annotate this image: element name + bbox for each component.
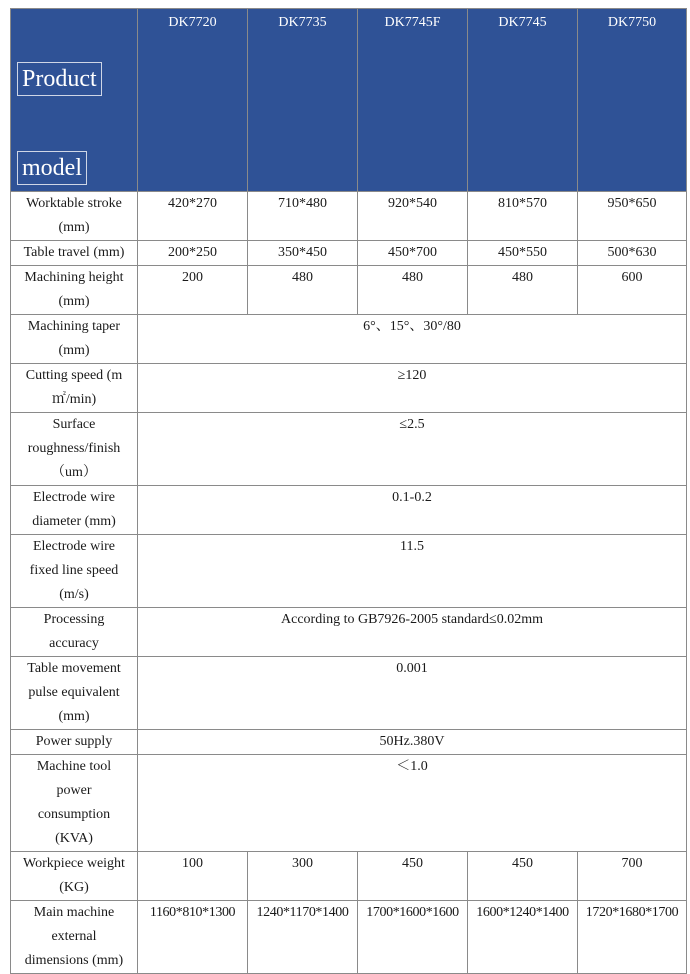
cell-value: 50Hz.380V [138, 730, 687, 755]
cell-value: 200 [138, 266, 248, 315]
cell-value: 450 [468, 852, 578, 901]
row-electrode-wire-diameter [11, 486, 687, 535]
product-model-header [11, 9, 138, 192]
cell-value: 450 [358, 852, 468, 901]
cell-value: According to GB7926-2005 standard≤0.02mm [138, 608, 687, 657]
row-surface-roughness [11, 413, 687, 486]
row-label: Electrode wire fixed line speed (m/s) [11, 535, 138, 608]
cell-value: 0.1-0.2 [138, 486, 687, 535]
cell-value: 950*650 [578, 192, 687, 241]
row-machining-taper [11, 315, 687, 364]
row-label: Table movement pulse equivalent (mm) [11, 657, 138, 730]
cell-value: ≤2.5 [138, 413, 687, 486]
model-header-dk7735: DK7735 [248, 9, 358, 192]
row-workpiece-weight [11, 852, 687, 901]
cell-value: 450*550 [468, 241, 578, 266]
model-label: model [17, 151, 87, 185]
cell-value: 600 [578, 266, 687, 315]
row-label: Power supply [11, 730, 138, 755]
row-processing-accuracy [11, 608, 687, 657]
cell-value: 11.5 [138, 535, 687, 608]
row-worktable-stroke [11, 192, 687, 241]
model-header-dk7745f: DK7745F [358, 9, 468, 192]
cell-value: ≥120 [138, 364, 687, 413]
row-label: Processing accuracy [11, 608, 138, 657]
spec-table [10, 8, 687, 974]
row-power-supply [11, 730, 687, 755]
cell-value: 1720*1680*1700 [578, 901, 687, 974]
row-machining-height [11, 266, 687, 315]
row-label: Surface roughness/finish （um） [11, 413, 138, 486]
cell-value: 1240*1170*1400 [248, 901, 358, 974]
cell-value: 700 [578, 852, 687, 901]
product-label: Product [17, 62, 102, 96]
cell-value: 1700*1600*1600 [358, 901, 468, 974]
cell-value: 0.001 [138, 657, 687, 730]
row-power-consumption [11, 755, 687, 852]
row-table-travel [11, 241, 687, 266]
model-header-dk7720: DK7720 [138, 9, 248, 192]
row-label: Electrode wire diameter (mm) [11, 486, 138, 535]
cell-value: 100 [138, 852, 248, 901]
header-row [11, 9, 687, 192]
cell-value: 200*250 [138, 241, 248, 266]
cell-value: 450*700 [358, 241, 468, 266]
row-cutting-speed [11, 364, 687, 413]
cell-value: 6°、15°、30°/80 [138, 315, 687, 364]
row-external-dimensions [11, 901, 687, 974]
cell-value: 920*540 [358, 192, 468, 241]
row-label: Worktable stroke (mm) [11, 192, 138, 241]
cell-value: 710*480 [248, 192, 358, 241]
cell-value: 480 [248, 266, 358, 315]
cell-value: 480 [358, 266, 468, 315]
row-label: Machining height (mm) [11, 266, 138, 315]
row-label: Machining taper (mm) [11, 315, 138, 364]
model-header-dk7750: DK7750 [578, 9, 687, 192]
model-header-dk7745: DK7745 [468, 9, 578, 192]
cell-value: 1600*1240*1400 [468, 901, 578, 974]
cell-value: 300 [248, 852, 358, 901]
cell-value: 350*450 [248, 241, 358, 266]
row-label: Machine tool power consumption (KVA) [11, 755, 138, 852]
row-label: Main machine external dimensions (mm) [11, 901, 138, 974]
cell-value: 480 [468, 266, 578, 315]
row-pulse-equivalent [11, 657, 687, 730]
row-electrode-wire-speed [11, 535, 687, 608]
row-label: Cutting speed (m ㎡/min) [11, 364, 138, 413]
cell-value: 500*630 [578, 241, 687, 266]
cell-value: ＜1.0 [138, 755, 687, 852]
cell-value: 420*270 [138, 192, 248, 241]
cell-value: 1160*810*1300 [138, 901, 248, 974]
row-label: Workpiece weight (KG) [11, 852, 138, 901]
cell-value: 810*570 [468, 192, 578, 241]
row-label: Table travel (mm) [11, 241, 138, 266]
